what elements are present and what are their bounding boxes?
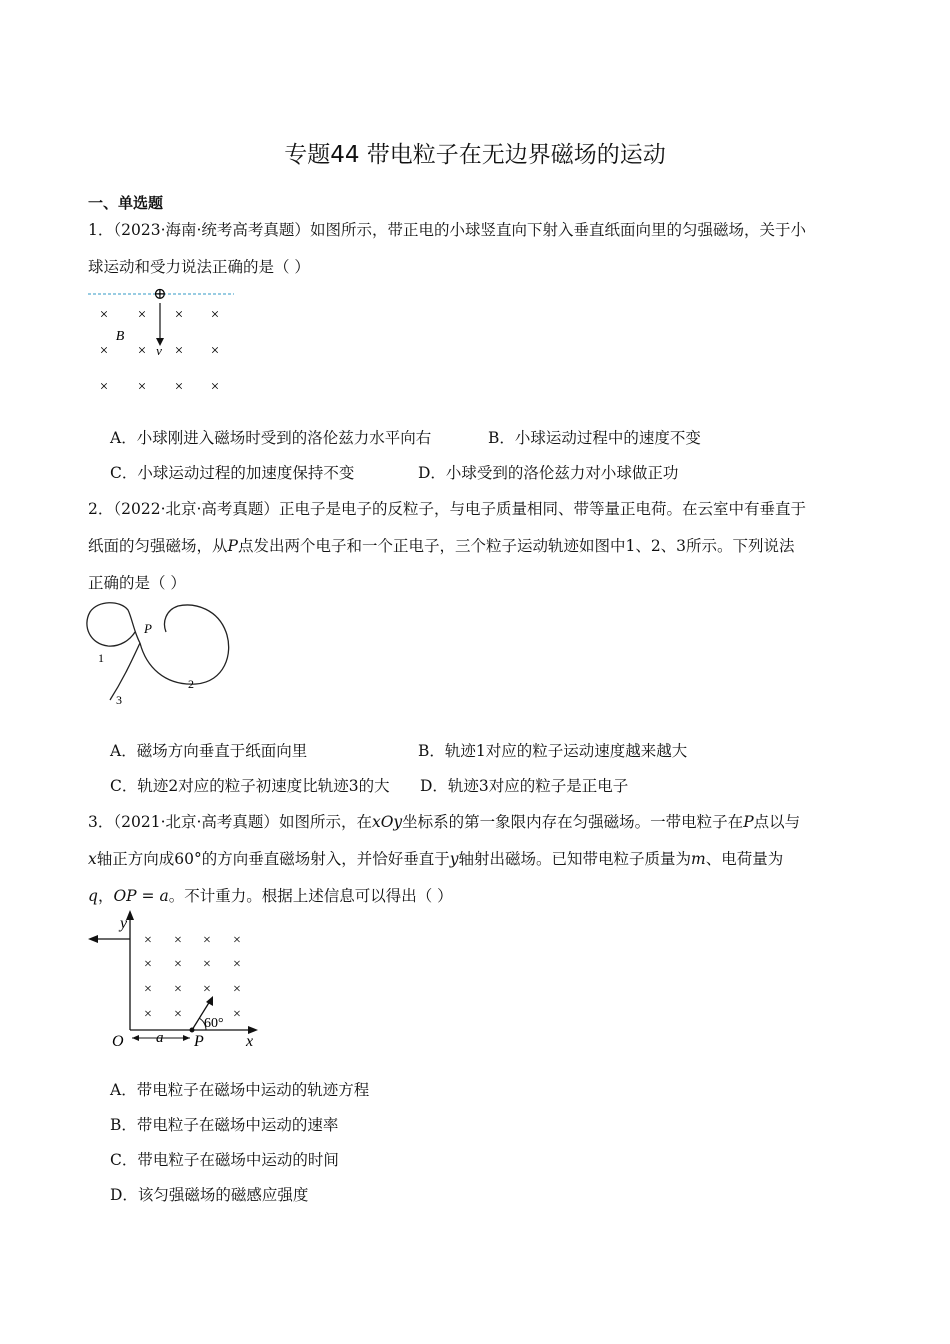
svg-text:×: ×	[144, 933, 152, 948]
svg-text:x: x	[246, 1033, 254, 1050]
q1-positive-charge: ⊕	[153, 286, 167, 303]
svg-text:×: ×	[174, 343, 184, 359]
svg-text:×: ×	[174, 1007, 182, 1022]
q2-track-2	[140, 605, 229, 684]
svg-text:×: ×	[233, 982, 241, 997]
svg-text:×: ×	[233, 1007, 241, 1022]
q1-source: （2023·海南·统考高考真题）	[113, 221, 310, 239]
q3-number: 3．	[88, 813, 114, 831]
q2-source: （2022·北京·高考真题）	[113, 500, 279, 518]
svg-text:×: ×	[174, 982, 182, 997]
svg-text:×: ×	[174, 957, 182, 972]
svg-text:×: ×	[203, 933, 211, 948]
svg-text:×: ×	[203, 982, 211, 997]
svg-text:×: ×	[233, 957, 241, 972]
q2-line-2: 纸面的匀强磁场，从P点发出两个电子和一个正电子，三个粒子运动轨迹如图中1、2、3所示。下列说法	[88, 537, 795, 555]
svg-text:1: 1	[98, 651, 104, 665]
q3-line-3: q，OP = a。不计重力。根据上述信息可以得出（ ）	[88, 887, 453, 905]
q1-option-c: C．小球运动过程的加速度保持不变	[110, 464, 355, 482]
svg-text:60°: 60°	[204, 1016, 224, 1031]
svg-text:×: ×	[137, 379, 147, 395]
q3-source: （2021·北京·高考真题）	[113, 813, 279, 831]
svg-text:P: P	[194, 1033, 204, 1050]
q1-number: 1．	[88, 221, 114, 239]
q2-track-3	[110, 643, 140, 700]
svg-text:×: ×	[210, 379, 220, 395]
svg-text:×: ×	[144, 957, 152, 972]
svg-text:×: ×	[144, 1007, 152, 1022]
q3-line-1: 3．（2021·北京·高考真题）如图所示，在xOy坐标系的第一象限内存在匀强磁场。一带电粒子在P点以与	[88, 813, 801, 831]
q3-option-b: B．带电粒子在磁场中运动的速率	[110, 1116, 339, 1134]
q1-option-d: D．小球受到的洛伦兹力对小球做正功	[418, 464, 679, 482]
q2-line-3: 正确的是（ ）	[88, 574, 186, 592]
q2-number: 2．	[88, 500, 114, 518]
q3-cross-grid	[144, 933, 241, 1022]
svg-text:O: O	[112, 1033, 124, 1050]
svg-text:y: y	[120, 915, 128, 932]
q2-track-1	[87, 603, 140, 646]
section-heading: 一、单选题	[88, 194, 164, 212]
q1-velocity-label: v	[156, 343, 162, 358]
svg-text:3: 3	[116, 693, 122, 707]
q1-line-1	[88, 218, 806, 240]
svg-text:×: ×	[210, 307, 220, 323]
svg-text:P: P	[144, 621, 152, 636]
q1-figure	[86, 284, 246, 404]
q2-option-b: B．轨迹1对应的粒子运动速度越来越大	[418, 742, 688, 760]
svg-text:×: ×	[137, 307, 147, 323]
q2-point-p: P	[227, 537, 238, 555]
q2-line-1	[88, 497, 806, 519]
q1-line-2: 球运动和受力说法正确的是（ ）	[88, 258, 310, 276]
svg-text:×: ×	[99, 307, 109, 323]
q2-option-c: C．轨迹2对应的粒子初速度比轨迹3的大	[110, 777, 390, 795]
q3-figure	[86, 910, 266, 1050]
svg-text:×: ×	[210, 343, 220, 359]
svg-text:×: ×	[174, 933, 182, 948]
q1-field-label: B	[115, 329, 125, 344]
svg-text:×: ×	[203, 957, 211, 972]
q2-option-d: D．轨迹3对应的粒子是正电子	[420, 777, 629, 795]
q1-option-a: A．小球刚进入磁场时受到的洛伦兹力水平向右	[110, 429, 432, 447]
q1-option-b: B．小球运动过程中的速度不变	[488, 429, 701, 447]
svg-text:×: ×	[137, 343, 147, 359]
svg-text:a: a	[156, 1030, 164, 1046]
q1-text-a: 如图所示，带正电的小球竖直向下射入垂直纸面向里的匀强磁场，关于小	[309, 221, 806, 239]
svg-text:×: ×	[174, 307, 184, 323]
svg-text:×: ×	[144, 982, 152, 997]
q2-option-a: A．磁场方向垂直于纸面向里	[110, 742, 308, 760]
svg-text:×: ×	[99, 343, 109, 359]
page-title: 专题44 带电粒子在无边界磁场的运动	[284, 142, 666, 168]
svg-text:×: ×	[99, 379, 109, 395]
q3-option-c: C．带电粒子在磁场中运动的时间	[110, 1151, 339, 1169]
svg-text:×: ×	[233, 933, 241, 948]
svg-text:×: ×	[174, 379, 184, 395]
q2-figure	[84, 600, 244, 710]
q3-line-2: x轴正方向成60°的方向垂直磁场射入，并恰好垂直于y轴射出磁场。已知带电粒子质量为m、电荷量为	[88, 850, 784, 868]
svg-text:2: 2	[188, 677, 194, 691]
q3-option-a: A．带电粒子在磁场中运动的轨迹方程	[110, 1081, 370, 1099]
q2-text-a: 正电子是电子的反粒子，与电子质量相同、带等量正电荷。在云室中有垂直于	[278, 500, 806, 518]
q3-option-d: D．该匀强磁场的磁感应强度	[110, 1186, 309, 1204]
